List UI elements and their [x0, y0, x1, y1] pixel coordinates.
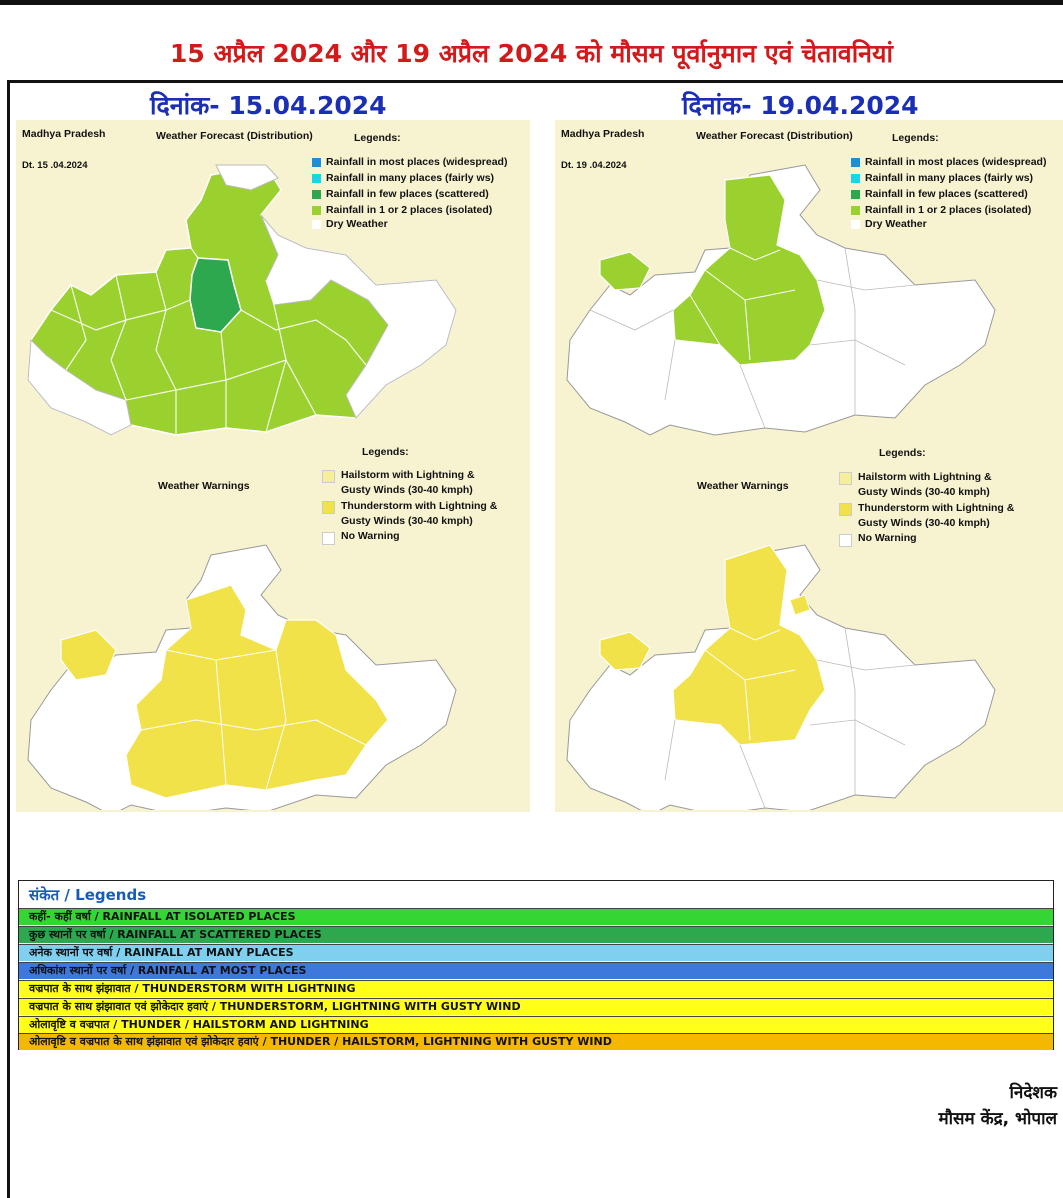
hail-swatch [839, 472, 852, 485]
right-warn-thunder [839, 501, 1014, 531]
left-date-label: Dt. 15 .04.2024 [22, 160, 88, 171]
legend-line2: Gusty Winds (30-40 kmph) [858, 486, 990, 498]
hail-swatch [322, 470, 335, 483]
legend-line1: Thunderstorm with Lightning & [858, 502, 1015, 514]
legend-label: Rainfall in few places (scattered) [865, 188, 1028, 200]
legend-row-hailstorm-gusty: ओलावृष्टि व वज्रपात के साथ झंझावात एवं झोकेदार हवाएं / THUNDER / HAILSTORM, LIGHTNING WITH GUSTY WIND [19, 1033, 1053, 1050]
legend-row-many: अनेक स्थानों पर वर्षा / RAINFALL AT MANY PLACES [19, 944, 1053, 961]
right-date-label: Dt. 19 .04.2024 [561, 160, 627, 171]
legend-line2: Gusty Winds (30-40 kmph) [858, 517, 990, 529]
left-state-label: Madhya Pradesh [22, 128, 106, 140]
legend-line2: Gusty Winds (30-40 kmph) [341, 515, 473, 527]
legend-line1: No Warning [341, 530, 400, 542]
right-warnings-map [555, 540, 1035, 810]
left-forecast-title: Weather Forecast (Distribution) [156, 130, 313, 142]
legend-label: Rainfall in many places (fairly ws) [865, 172, 1034, 184]
top-border [0, 0, 1063, 5]
thunder-swatch [322, 501, 335, 514]
right-warn-legends-label: Legends: [879, 447, 926, 459]
page-title: 15 अप्रैल 2024 और 19 अप्रैल 2024 को मौसम पूर्वानुमान एवं चेतावनियां [169, 39, 894, 68]
signature-designation: निदेशक [1009, 1083, 1057, 1103]
right-map-panel [555, 120, 1063, 812]
legend-line1: No Warning [858, 532, 917, 544]
right-forecast-map [555, 160, 1035, 440]
legend-box [18, 880, 1054, 1050]
legend-line1: Hailstorm with Lightning & [341, 469, 475, 481]
legend-line1: Hailstorm with Lightning & [858, 471, 992, 483]
legend-label: Dry Weather [865, 218, 927, 230]
left-warn-legends-label: Legends: [362, 446, 409, 458]
legend-row-hailstorm: ओलावृष्टि व वज्रपात / THUNDER / HAILSTORM AND LIGHTNING [19, 1016, 1053, 1033]
left-map-panel [16, 120, 530, 812]
legend-row-isolated: कहीं- कहीं वर्षा / RAINFALL AT ISOLATED PLACES [19, 908, 1053, 925]
legend-row-thunderstorm-gusty: वज्रपात के साथ झंझावात एवं झोकेदार हवाएं / THUNDERSTORM, LIGHTNING WITH GUSTY WIND [19, 998, 1053, 1015]
right-state-label: Madhya Pradesh [561, 128, 645, 140]
legend-label: Rainfall in 1 or 2 places (isolated) [865, 204, 1032, 216]
left-date-heading: दिनांक- 15.04.2024 [150, 91, 387, 120]
legend-label: Dry Weather [326, 218, 388, 230]
left-warn-thunder [322, 499, 497, 529]
left-legends-label: Legends: [354, 132, 401, 144]
right-legends-label: Legends: [892, 132, 939, 144]
legend-label: Rainfall in most places (widespread) [326, 156, 508, 168]
legend-label: Rainfall in 1 or 2 places (isolated) [326, 204, 493, 216]
right-forecast-title: Weather Forecast (Distribution) [696, 130, 853, 142]
legend-line2: Gusty Winds (30-40 kmph) [341, 484, 473, 496]
left-warnings-map [16, 540, 496, 810]
legend-line1: Thunderstorm with Lightning & [341, 500, 498, 512]
right-date-heading: दिनांक- 19.04.2024 [682, 91, 919, 120]
legend-box-heading: संकेत / Legends [29, 886, 147, 904]
legend-row-most: अधिकांश स्थानों पर वर्षा / RAINFALL AT MOST PLACES [19, 962, 1053, 979]
right-warn-hail [839, 470, 992, 500]
legend-row-scattered: कुछ स्थानों पर वर्षा / RAINFALL AT SCATTERED PLACES [19, 926, 1053, 943]
legend-label: Rainfall in most places (widespread) [865, 156, 1047, 168]
thunder-swatch [839, 503, 852, 516]
legend-label: Rainfall in few places (scattered) [326, 188, 489, 200]
legend-label: Rainfall in many places (fairly ws) [326, 172, 495, 184]
left-warn-hail [322, 468, 475, 498]
signature-office: मौसम केंद्र, भोपाल [938, 1109, 1057, 1129]
right-warnings-title: Weather Warnings [697, 480, 789, 492]
left-warnings-title: Weather Warnings [158, 480, 250, 492]
left-forecast-map [16, 160, 496, 440]
legend-row-thunderstorm: वज्रपात के साथ झंझावात / THUNDERSTORM WITH LIGHTNING [19, 980, 1053, 997]
